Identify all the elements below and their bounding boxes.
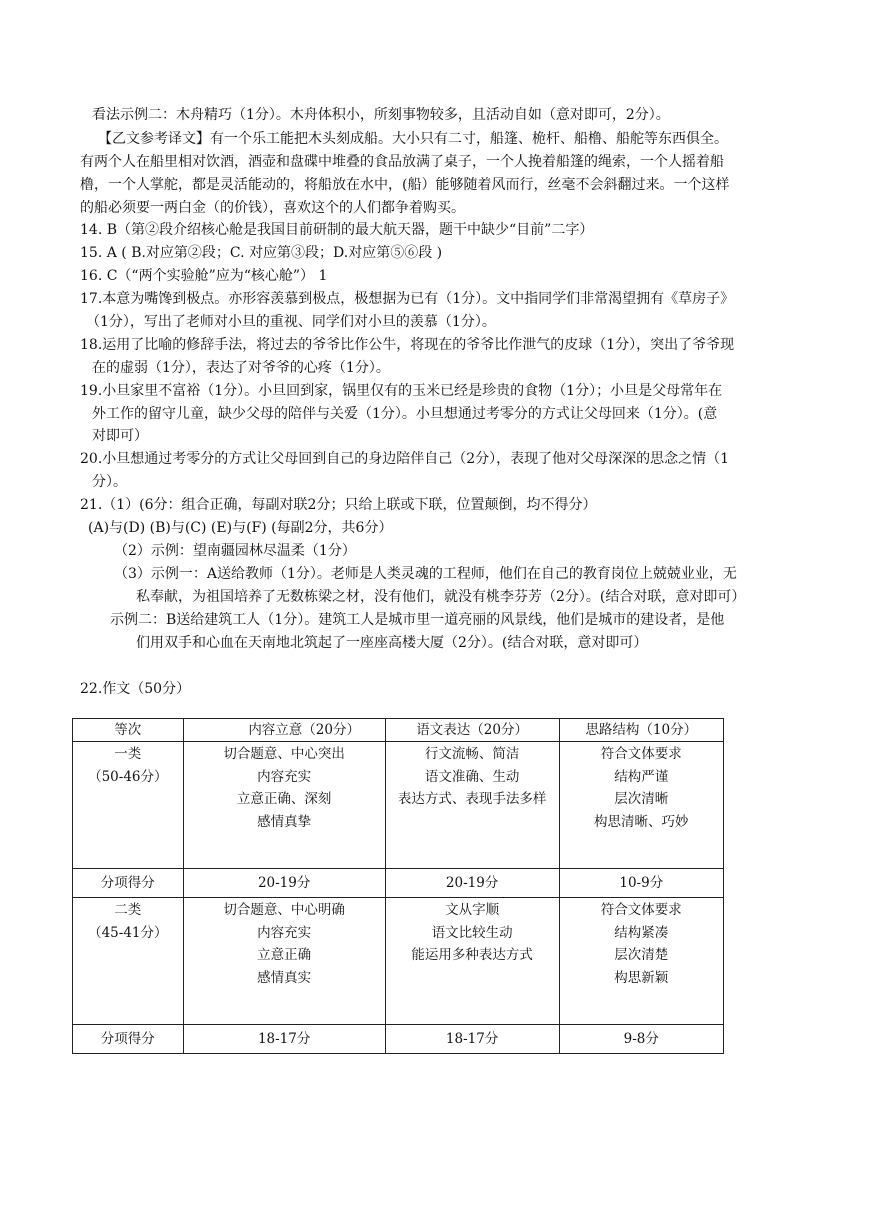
text-line: 16. C（“两个实验舱”应为“核心舱”） 1 (80, 268, 328, 284)
header-expression: 语文表达（20分） (385, 719, 559, 742)
structure-cell (559, 742, 723, 869)
expression-cell (385, 898, 559, 1025)
table-row (73, 742, 724, 869)
grading-table (72, 718, 724, 1054)
text-line: 看法示例二：木舟精巧（1分）。木舟体积小，所刻事物较多，且活动自如（意对即可，2分）。 (92, 107, 670, 123)
text-line: 们用双手和心血在天南地北筑起了一座座高楼大厦（2分）。(结合对联，意对即可） (136, 635, 648, 651)
cell-line: 构思新颖 (614, 969, 669, 986)
table-row (73, 869, 724, 898)
text-line: 橹，一个人掌舵，都是灵活能动的，将船放在水中，(船）能够随着风而行，丝毫不会斜翻过来。一个这样 (80, 177, 730, 193)
header-grade: 等次 (73, 719, 184, 742)
text-line: 私奉献，为祖国培养了无数栋梁之材，没有他们，就没有桃李芬芳（2分）。(结合对联，意对即可） (136, 589, 746, 605)
cell-line: 切合题意、中心突出 (223, 746, 345, 762)
score-cell: 10-9分 (559, 869, 723, 898)
cell-line: （50-46分） (88, 768, 168, 785)
header-content: 内容立意（20分） (183, 719, 385, 742)
score-cell: 20-19分 (183, 869, 385, 898)
cell-line: 构思清晰、巧妙 (594, 813, 689, 830)
grade-cell (73, 898, 184, 1025)
cell-line: 切合题意、中心明确 (223, 902, 345, 918)
cell-line: 感情真实 (257, 969, 312, 986)
cell-line: 内容充实 (257, 924, 312, 941)
text-line: 14. B（第②段介绍核心舱是我国目前研制的最大航天器，题干中缺少“目前”二字） (80, 222, 594, 238)
cell-line: 表达方式、表现手法多样 (397, 791, 547, 807)
header-structure: 思路结构（10分） (559, 719, 723, 742)
cell-line: 结构严谨 (614, 768, 669, 785)
text-line: 外工作的留守儿童，缺少父母的陪伴与关爱（1分）。小旦想通过考零分的方式让父母回来（1分）。(意 (92, 406, 718, 422)
content-cell (183, 898, 385, 1025)
cell-line: 感情真挚 (257, 813, 312, 830)
table-row (73, 1025, 724, 1054)
cell-line: 语文比较生动 (431, 924, 513, 941)
text-line: 的船必须要一两白金（的价钱），喜欢这个的人们都争着购买。 (80, 200, 465, 216)
cell-line: 能运用多种表达方式 (411, 947, 533, 963)
text-line: 【乙文参考译文】有一个乐工能把木头刻成船。大小只有二寸，船篷、桅杆、船橹、船舵等东西俱全。 (98, 131, 728, 147)
content-cell (183, 742, 385, 869)
text-line: 在的虚弱（1分），表达了对爷爷的心疼（1分）。 (92, 360, 390, 376)
score-cell: 9-8分 (559, 1025, 723, 1054)
cell-line: （45-41分） (88, 924, 168, 941)
cell-line: 立意正确 (257, 947, 312, 963)
text-line: 18.运用了比喻的修辞手法，将过去的爷爷比作公牛，将现在的爷爷比作泄气的皮球（1分），突出了爷爷现 (80, 337, 735, 353)
section-heading: 22.作文（50分） (80, 681, 191, 697)
cell-line: 层次清晰 (614, 791, 669, 807)
cell-line: 层次清楚 (614, 947, 669, 963)
text-line: 19.小旦家里不富裕（1分）。小旦回到家，锅里仅有的玉米已经是珍贵的食物（1分）；小旦是父母常年在 (80, 383, 723, 399)
score-label: 分项得分 (73, 1025, 184, 1054)
score-cell: 18-17分 (183, 1025, 385, 1054)
table-header-row (73, 719, 724, 742)
structure-cell (559, 898, 723, 1025)
text-line: （3）示例一：A送给教师（1分）。老师是人类灵魂的工程师，他们在自己的教育岗位上兢兢业业，无 (114, 566, 737, 582)
text-line: 示例二：B送给建筑工人（1分）。建筑工人是城市里一道亮丽的风景线，他们是城市的建设者，是他 (110, 612, 725, 628)
score-cell: 18-17分 (385, 1025, 559, 1054)
cell-line: 立意正确、深刻 (236, 791, 332, 807)
cell-line: 内容充实 (257, 768, 312, 785)
text-line: 17.本意为嘴馋到极点。亦形容羡慕到极点，极想据为已有（1分）。文中指同学们非常渴望拥有《草房子》 (80, 291, 735, 307)
cell-line: 结构紧凑 (614, 924, 669, 941)
cell-line: 符合文体要求 (600, 902, 682, 918)
expression-cell (385, 742, 559, 869)
table-row (73, 898, 724, 1025)
text-line: 21.（1）(6分：组合正确，每副对联2分；只给上联或下联，位置颠倒，均不得分） (80, 497, 597, 513)
text-line: 20.小旦想通过考零分的方式让父母回到自己的身边陪伴自己（2分），表现了他对父母深深的思念之情（1 (80, 451, 730, 467)
text-line: （1分），写出了老师对小旦的重视、同学们对小旦的羡慕（1分）。 (86, 314, 496, 330)
text-line: 对即可） (92, 428, 148, 444)
cell-line: 语文准确、生动 (424, 768, 520, 785)
cell-line: 文从字顺 (445, 902, 500, 918)
cell-line: 符合文体要求 (600, 746, 682, 762)
text-line: （2）示例：望南疆园林尽温柔（1分） (114, 543, 356, 559)
text-line: (A)与(D) (B)与(C) (E)与(F) (每副2分，共6分） (88, 520, 393, 536)
text-line: 15. A ( B.对应第②段；C. 对应第③段；D.对应第⑤⑥段 ) (80, 245, 443, 261)
text-line: 有两个人在船里相对饮酒，酒壶和盘碟中堆叠的食品放满了桌子，一个人挽着船篷的绳索，一个人摇着船 (80, 154, 724, 170)
cell-line: 一类 (114, 746, 142, 762)
score-cell: 20-19分 (385, 869, 559, 898)
cell-line: 二类 (114, 902, 142, 918)
grade-cell (73, 742, 184, 869)
cell-line: 行文流畅、简洁 (424, 746, 520, 762)
score-label: 分项得分 (73, 869, 184, 898)
text-line: 分）。 (92, 474, 127, 490)
